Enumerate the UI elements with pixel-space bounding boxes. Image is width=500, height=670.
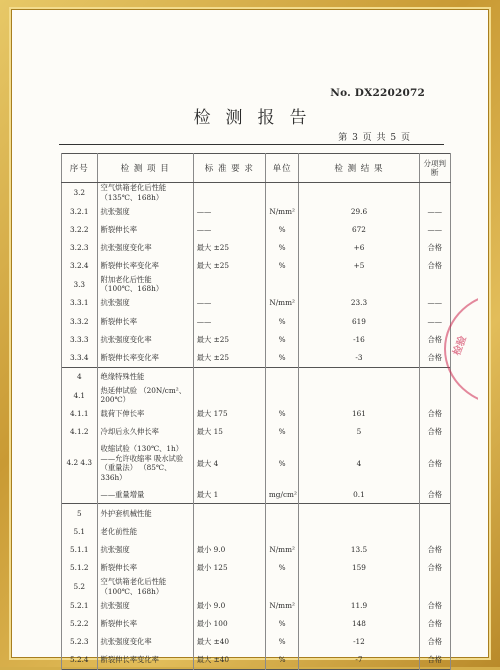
- cell-item: 断裂伸长率: [97, 312, 193, 330]
- table-row: [62, 202, 451, 220]
- table-row: [62, 559, 451, 577]
- cell-judge: ——: [419, 220, 450, 238]
- cell-item: 抗张强度: [97, 294, 193, 312]
- cell-no: 5.2.1: [62, 596, 98, 614]
- cell-item: 断裂伸长率变化率: [97, 348, 193, 367]
- cell-judge: ——: [419, 294, 450, 312]
- cell-no: 3.2.1: [62, 202, 98, 220]
- cell-unit: N/mm²: [265, 541, 298, 559]
- cell-no: 3.3.4: [62, 348, 98, 367]
- table-row: [62, 485, 451, 504]
- cell-judge: 合格: [419, 614, 450, 632]
- cell-unit: [265, 183, 298, 203]
- cell-result: 672: [299, 220, 419, 238]
- cell-judge: ——: [419, 202, 450, 220]
- cell-result: -3: [299, 348, 419, 367]
- cell-item: 断裂伸长率变化率: [97, 651, 193, 670]
- table-row: [62, 348, 451, 367]
- cell-judge: 合格: [419, 485, 450, 504]
- cell-no: 5.1.2: [62, 559, 98, 577]
- cell-std: 最大 ±40: [193, 632, 265, 650]
- cell-unit: %: [265, 348, 298, 367]
- cell-unit: [265, 522, 298, 540]
- cell-result: [299, 386, 419, 405]
- table-row: [62, 294, 451, 312]
- cell-item: 收缩试验（130℃、1h） ——允许收缩率 吸水试验（重量法） （85℃、336h）: [97, 441, 193, 485]
- cell-judge: 合格: [419, 423, 450, 441]
- cell-no: 3.2.4: [62, 257, 98, 275]
- cell-unit: %: [265, 312, 298, 330]
- cell-item: 热延伸试验 （20N/cm²、200℃）: [97, 386, 193, 405]
- cell-std: ——: [193, 202, 265, 220]
- cell-std: [193, 386, 265, 405]
- table-row: [62, 632, 451, 650]
- cell-no: 5.2.3: [62, 632, 98, 650]
- cell-judge: 合格: [419, 651, 450, 670]
- cell-std: 最小 100: [193, 614, 265, 632]
- cell-no: 4.1: [62, 386, 98, 405]
- cell-std: [193, 367, 265, 386]
- cell-judge: [419, 577, 450, 596]
- header-result: 检 测 结 果: [299, 154, 419, 183]
- cell-unit: %: [265, 651, 298, 670]
- cell-item: 抗张强度: [97, 541, 193, 559]
- cell-item: 抗张强度: [97, 202, 193, 220]
- table-row: [62, 596, 451, 614]
- table-row: [62, 441, 451, 485]
- table-row: [62, 312, 451, 330]
- cell-item: 断裂伸长率变化率: [97, 257, 193, 275]
- cell-std: 最大 ±25: [193, 238, 265, 256]
- table-row: [62, 541, 451, 559]
- cell-result: 13.5: [299, 541, 419, 559]
- cell-std: [193, 275, 265, 294]
- cell-no: 5.1: [62, 522, 98, 540]
- cell-unit: mg/cm²: [265, 485, 298, 504]
- cell-no: 4: [62, 367, 98, 386]
- cell-std: ——: [193, 312, 265, 330]
- cell-item: 抗张强度变化率: [97, 330, 193, 348]
- table-row: [62, 522, 451, 540]
- cell-judge: 合格: [419, 632, 450, 650]
- table-row: [62, 504, 451, 523]
- cell-item: 空气烘箱老化后性能 （100℃、168h）: [97, 577, 193, 596]
- cell-item: 空气烘箱老化后性能 （135℃、168h）: [97, 183, 193, 203]
- cell-item: 老化前性能: [97, 522, 193, 540]
- cell-item: 外护套机械性能: [97, 504, 193, 523]
- cell-no: 3.3.3: [62, 330, 98, 348]
- table-row: [62, 238, 451, 256]
- cell-std: [193, 183, 265, 203]
- table-row: [62, 577, 451, 596]
- cell-std: 最大 4: [193, 441, 265, 485]
- cell-unit: [265, 367, 298, 386]
- cell-no: 4.1.1: [62, 405, 98, 423]
- cell-std: ——: [193, 220, 265, 238]
- cell-result: -16: [299, 330, 419, 348]
- cell-no: 3.3.1: [62, 294, 98, 312]
- header-unit: 单位: [265, 154, 298, 183]
- cell-judge: 合格: [419, 596, 450, 614]
- cell-unit: %: [265, 441, 298, 485]
- cell-judge: [419, 522, 450, 540]
- cell-unit: %: [265, 238, 298, 256]
- cell-no: 4.2 4.3: [62, 441, 98, 485]
- cell-unit: %: [265, 423, 298, 441]
- cell-unit: N/mm²: [265, 294, 298, 312]
- cell-no: 3.3.2: [62, 312, 98, 330]
- cell-result: 23.3: [299, 294, 419, 312]
- report-table: [61, 153, 451, 670]
- cell-result: 29.6: [299, 202, 419, 220]
- cell-unit: N/mm²: [265, 202, 298, 220]
- cell-unit: [265, 275, 298, 294]
- cell-judge: 合格: [419, 330, 450, 348]
- cell-item: 断裂伸长率: [97, 559, 193, 577]
- cell-unit: N/mm²: [265, 596, 298, 614]
- table-row: [62, 367, 451, 386]
- cell-std: 最大 1: [193, 485, 265, 504]
- cell-item: 抗张强度变化率: [97, 238, 193, 256]
- cell-result: [299, 275, 419, 294]
- cell-no: 3.3: [62, 275, 98, 294]
- table-row: [62, 405, 451, 423]
- cell-result: 4: [299, 441, 419, 485]
- cell-std: ——: [193, 294, 265, 312]
- cell-result: 5: [299, 423, 419, 441]
- cell-judge: 合格: [419, 348, 450, 367]
- cell-unit: %: [265, 257, 298, 275]
- document-number: No. DX2202072: [330, 87, 425, 99]
- cell-result: +6: [299, 238, 419, 256]
- cell-result: [299, 183, 419, 203]
- cell-std: [193, 577, 265, 596]
- cell-no: 5.2: [62, 577, 98, 596]
- cell-item: ——重量增量: [97, 485, 193, 504]
- cell-std: [193, 522, 265, 540]
- cell-no: 5: [62, 504, 98, 523]
- cell-judge: [419, 504, 450, 523]
- cell-judge: 合格: [419, 405, 450, 423]
- table-row: [62, 220, 451, 238]
- table-row: [62, 257, 451, 275]
- cell-judge: 合格: [419, 559, 450, 577]
- cell-std: 最大 ±40: [193, 651, 265, 670]
- cell-item: 冷却后永久伸长率: [97, 423, 193, 441]
- cell-result: [299, 577, 419, 596]
- cell-result: [299, 504, 419, 523]
- table-row: [62, 386, 451, 405]
- cell-unit: %: [265, 220, 298, 238]
- cell-std: [193, 504, 265, 523]
- cell-result: +5: [299, 257, 419, 275]
- cell-no: 5.1.1: [62, 541, 98, 559]
- cell-std: 最小 9.0: [193, 541, 265, 559]
- cell-no: 3.2.2: [62, 220, 98, 238]
- cell-std: 最大 ±25: [193, 348, 265, 367]
- cell-result: 0.1: [299, 485, 419, 504]
- cell-judge: [419, 275, 450, 294]
- table-row: [62, 651, 451, 670]
- cell-unit: %: [265, 405, 298, 423]
- cell-no: 4.1.2: [62, 423, 98, 441]
- cell-item: 附加老化后性能 （100℃、168h）: [97, 275, 193, 294]
- red-seal-stamp: [440, 292, 478, 402]
- table-row: [62, 183, 451, 203]
- header-judgement: 分项判断: [419, 154, 450, 183]
- header-item: 检 测 项 目: [97, 154, 193, 183]
- cell-std: 最大 ±25: [193, 330, 265, 348]
- cell-judge: 合格: [419, 441, 450, 485]
- cell-result: [299, 367, 419, 386]
- cell-judge: ——: [419, 312, 450, 330]
- cell-result: 11.9: [299, 596, 419, 614]
- cell-unit: [265, 577, 298, 596]
- header-rule: [59, 144, 444, 145]
- cell-no: [62, 485, 98, 504]
- table-row: [62, 423, 451, 441]
- table-body: [62, 183, 451, 670]
- cell-result: 161: [299, 405, 419, 423]
- header-standard: 标 准 要 求: [193, 154, 265, 183]
- cell-std: 最大 ±25: [193, 257, 265, 275]
- document-page: [11, 9, 489, 665]
- document-title: 检测报告: [193, 108, 322, 128]
- cell-unit: [265, 386, 298, 405]
- cell-result: 148: [299, 614, 419, 632]
- cell-item: 断裂伸长率: [97, 614, 193, 632]
- cell-item: 断裂伸长率: [97, 220, 193, 238]
- stamp-lettering: 检验: [451, 334, 469, 358]
- cell-std: 最小 9.0: [193, 596, 265, 614]
- cell-result: [299, 522, 419, 540]
- cell-no: 5.2.2: [62, 614, 98, 632]
- page-info: 第 3 页 共 5 页: [338, 133, 411, 143]
- cell-item: 绝缘特殊性能: [97, 367, 193, 386]
- cell-result: 619: [299, 312, 419, 330]
- cell-std: 最大 175: [193, 405, 265, 423]
- cell-std: 最小 125: [193, 559, 265, 577]
- cell-judge: 合格: [419, 257, 450, 275]
- cell-judge: [419, 183, 450, 203]
- table-row: [62, 275, 451, 294]
- cell-item: 抗张强度变化率: [97, 632, 193, 650]
- header-no: 序号: [62, 154, 98, 183]
- cell-no: 5.2.4: [62, 651, 98, 670]
- cell-unit: %: [265, 559, 298, 577]
- cell-unit: %: [265, 330, 298, 348]
- cell-judge: 合格: [419, 238, 450, 256]
- cell-result: 159: [299, 559, 419, 577]
- cell-unit: %: [265, 632, 298, 650]
- cell-no: 3.2: [62, 183, 98, 203]
- cell-item: 抗张强度: [97, 596, 193, 614]
- table-row: [62, 614, 451, 632]
- cell-item: 载荷下伸长率: [97, 405, 193, 423]
- cell-unit: [265, 504, 298, 523]
- table-row: [62, 330, 451, 348]
- cell-std: 最大 15: [193, 423, 265, 441]
- cell-result: -7: [299, 651, 419, 670]
- cell-no: 3.2.3: [62, 238, 98, 256]
- cell-unit: %: [265, 614, 298, 632]
- cell-result: -12: [299, 632, 419, 650]
- table-header-row: [62, 154, 451, 183]
- cell-judge: 合格: [419, 541, 450, 559]
